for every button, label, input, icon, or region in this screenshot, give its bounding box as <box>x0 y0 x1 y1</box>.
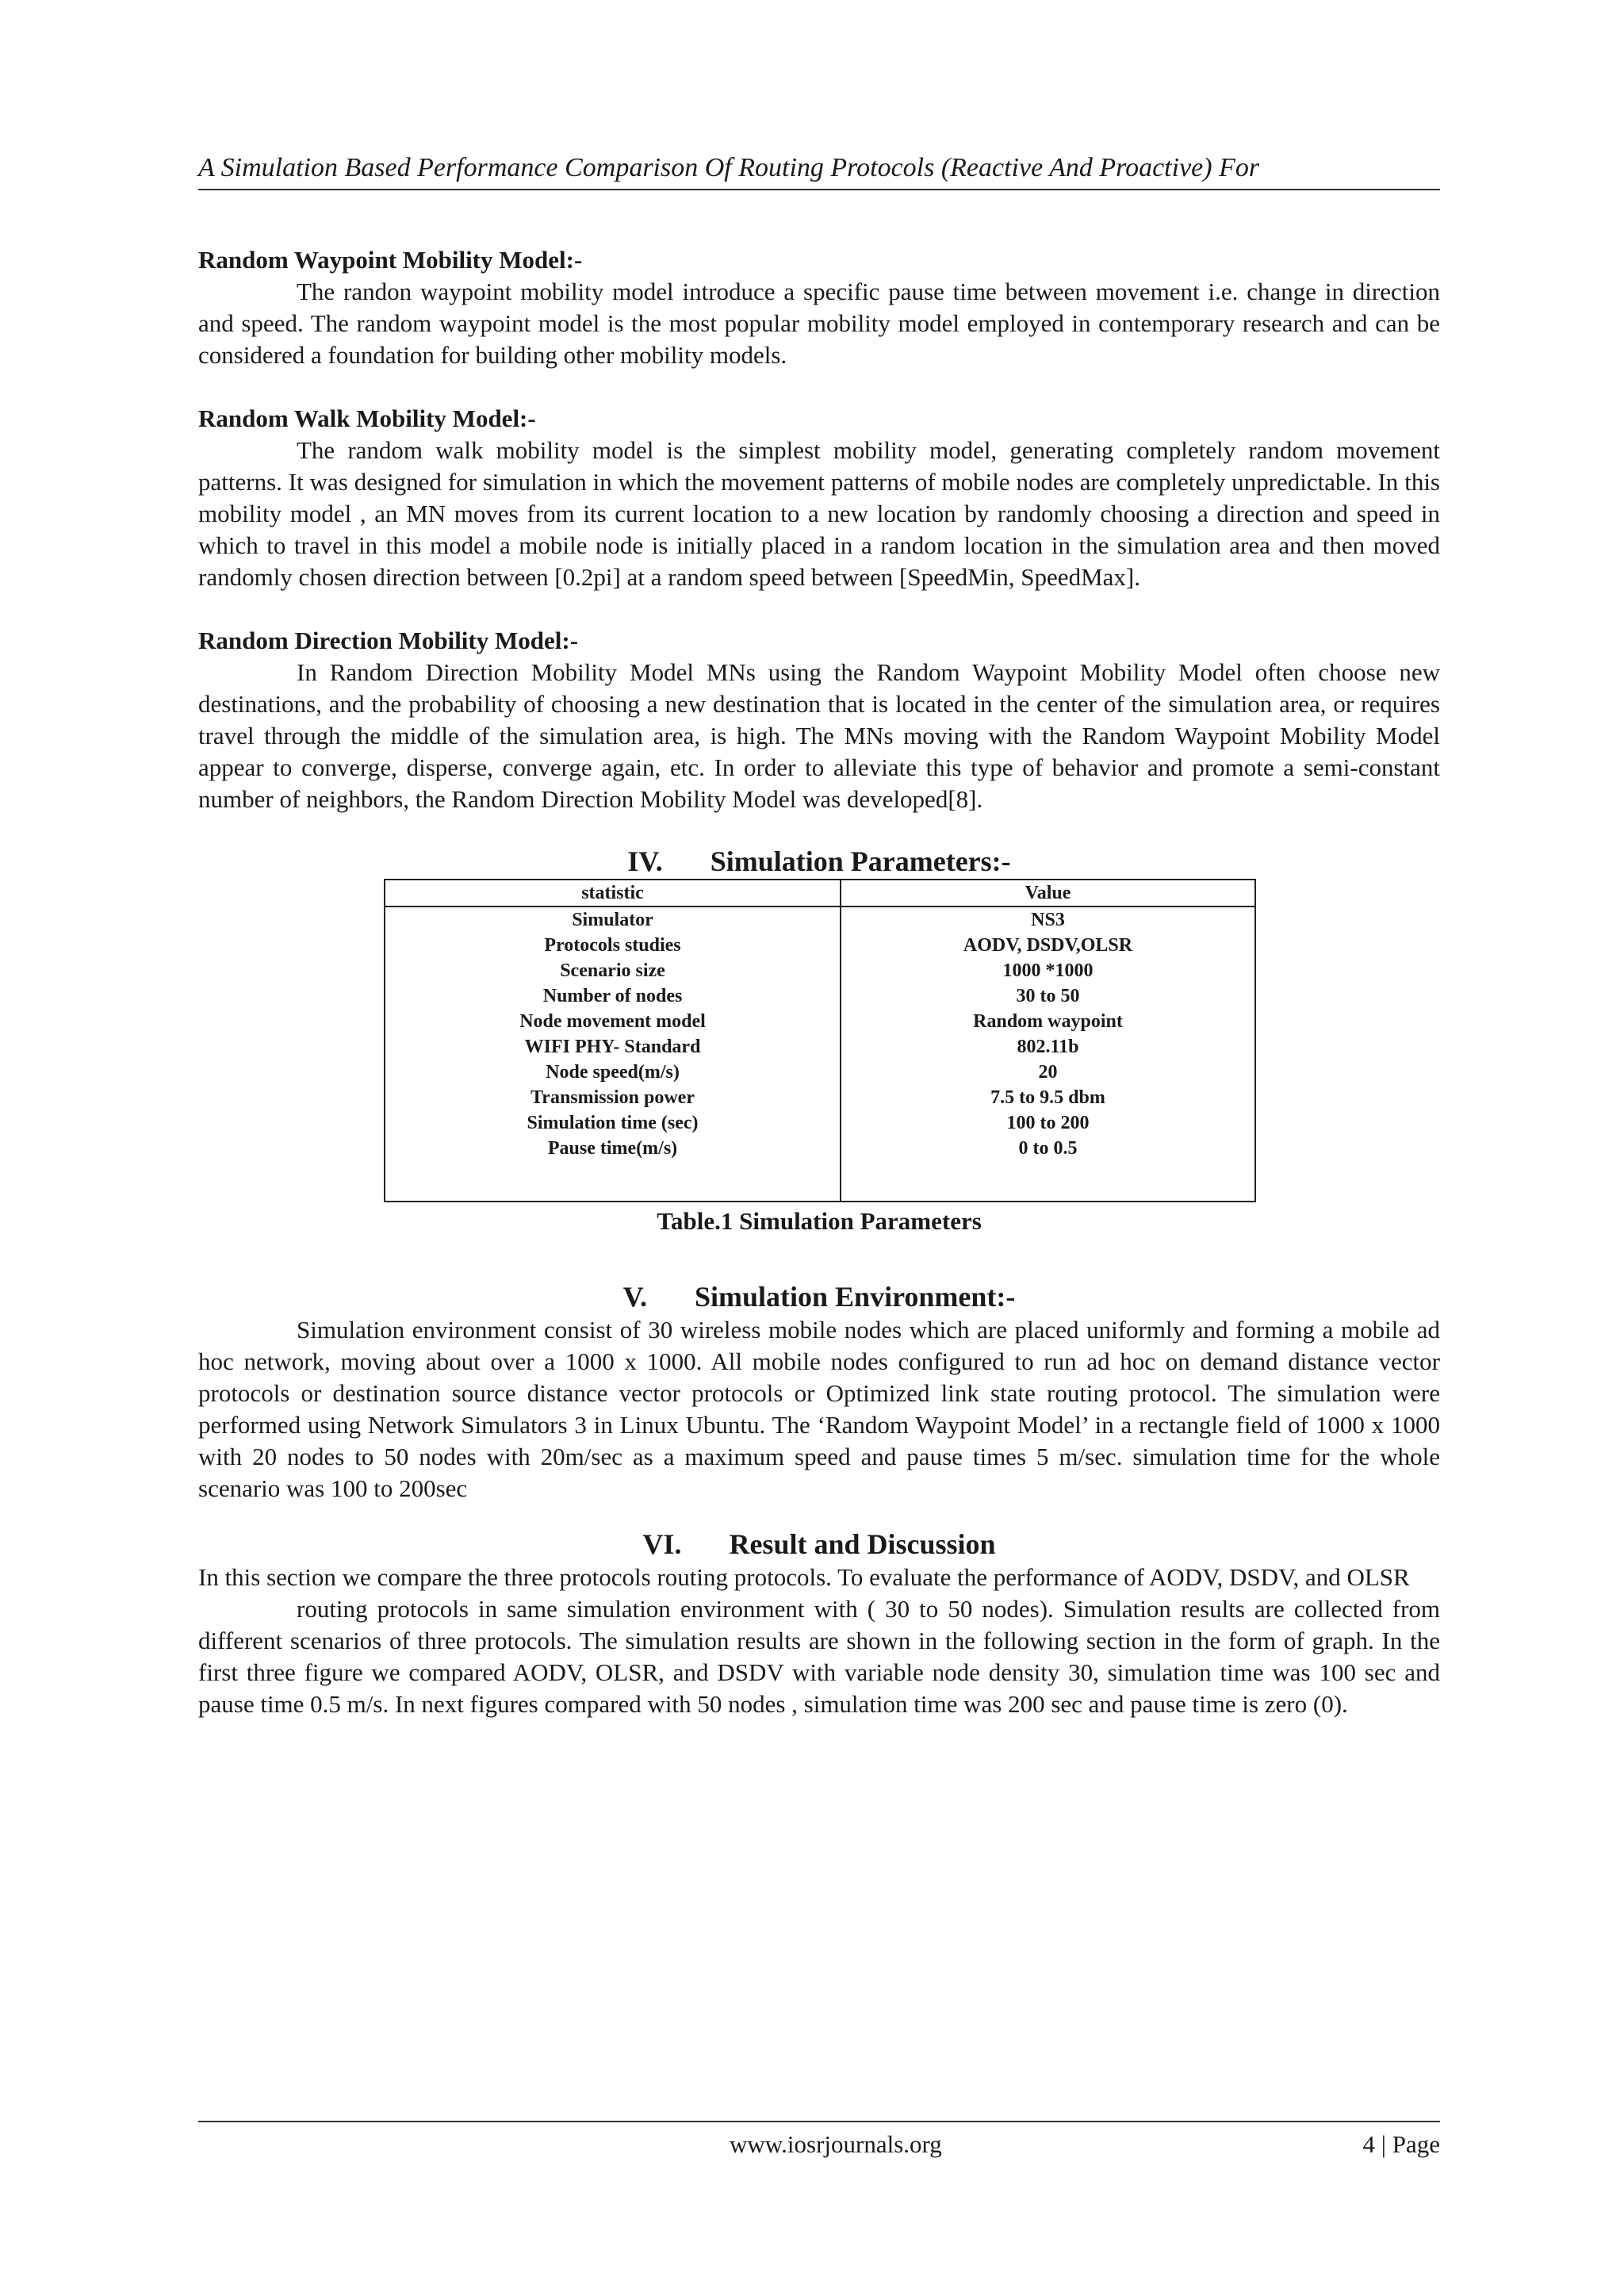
table-cell: Node speed(m/s) <box>385 1060 841 1085</box>
subsection-random-walk <box>198 403 1440 593</box>
table-cell: Node movement model <box>385 1009 841 1034</box>
table-row <box>385 907 1255 933</box>
page-footer <box>198 2121 1440 2158</box>
table-cell: 7.5 to 9.5 dbm <box>841 1085 1255 1110</box>
table-row-spacer <box>385 1161 1255 1202</box>
table-cell: NS3 <box>841 907 1255 933</box>
section-paragraph: Simulation environment consist of 30 wireless mobile nodes which are placed uniformly and forming a mobile ad hoc network, moving about over a 1000 x 1000. All mobile nodes configured to run ad hoc on demand distance vector protocols or destination source distance vector protocols or Optimized link state routing protocol. The simulation were performed using Network Simulators 3 in Linux Ubuntu. The ‘Random Waypoint Model’ in a rectangle field of 1000 x 1000 with 20 nodes to 50 nodes with 20m/sec as a maximum speed and pause times 5 m/sec. simulation time for the whole scenario was 100 to 200sec <box>198 1316 1440 1502</box>
table-row <box>385 1034 1255 1060</box>
table-cell: Number of nodes <box>385 983 841 1009</box>
table-cell: Simulation time (sec) <box>385 1110 841 1136</box>
section-heading <box>198 1527 1440 1562</box>
table-cell: 802.11b <box>841 1034 1255 1060</box>
section-number: V. <box>622 1281 647 1313</box>
table-cell: 0 to 0.5 <box>841 1136 1255 1161</box>
table-row <box>385 1085 1255 1110</box>
table-row <box>385 958 1255 983</box>
table-cell: 100 to 200 <box>841 1110 1255 1136</box>
table-cell: WIFI PHY- Standard <box>385 1034 841 1060</box>
table-row <box>385 1009 1255 1034</box>
parameters-table <box>384 879 1256 1202</box>
table-row <box>385 1136 1255 1161</box>
subsection-heading: Random Walk Mobility Model:- <box>198 404 536 432</box>
table-caption: Table.1 Simulation Parameters <box>657 1207 982 1235</box>
table-cell: 20 <box>841 1060 1255 1085</box>
subsection-heading: Random Direction Mobility Model:- <box>198 627 579 654</box>
table-cell: Random waypoint <box>841 1009 1255 1034</box>
table-cell: Simulator <box>385 907 841 933</box>
section-number: IV. <box>627 845 663 877</box>
table-cell-empty <box>841 1161 1255 1202</box>
table-cell-empty <box>385 1161 841 1202</box>
table-cell: 30 to 50 <box>841 983 1255 1009</box>
table-header-cell: statistic <box>385 880 841 907</box>
footer-page-number: 4 | Page <box>1362 2130 1440 2158</box>
subsection-paragraph: In Random Direction Mobility Model MNs using the Random Waypoint Mobility Model often choose new destinations, and the probability of choosing a new destination that is located in the center of the simulation area, or requires travel through the middle of the simulation area, is high. The MNs moving with the Random Waypoint Mobility Model appear to converge, disperse, converge again, etc. In order to alleviate this type of behavior and promote a semi-constant number of neighbors, the Random Direction Mobility Model was developed[8]. <box>198 658 1440 813</box>
subsection-paragraph: The randon waypoint mobility model introduce a specific pause time between movement i.e. change in direction and speed. The random waypoint model is the most popular mobility model employed in contemporary research and can be considered a foundation for building other mobility models. <box>198 278 1440 369</box>
section-heading <box>198 844 1440 879</box>
subsection-random-direction <box>198 625 1440 815</box>
table-header-row <box>385 880 1255 907</box>
section-simulation-parameters <box>198 844 1440 1237</box>
table-cell: 1000 *1000 <box>841 958 1255 983</box>
table-cell: Scenario size <box>385 958 841 983</box>
section-title: Simulation Parameters:- <box>710 845 1011 877</box>
table-cell: Pause time(m/s) <box>385 1136 841 1161</box>
running-head: A Simulation Based Performance Comparison Of Routing Protocols (Reactive And Proactive) For <box>198 151 1440 190</box>
table-row <box>385 983 1255 1009</box>
subsection-random-waypoint <box>198 244 1440 371</box>
table-row <box>385 1110 1255 1136</box>
table-cell: Protocols studies <box>385 933 841 958</box>
page <box>198 151 1440 2173</box>
table-row <box>385 1060 1255 1085</box>
section-result-discussion <box>198 1527 1440 1720</box>
section-heading <box>198 1279 1440 1314</box>
section-number: VI. <box>642 1528 682 1560</box>
footer-website: www.iosrjournals.org <box>730 2130 942 2158</box>
table-header-cell: Value <box>841 880 1255 907</box>
subsection-paragraph: The random walk mobility model is the simplest mobility model, generating completely random movement patterns. It was designed for simulation in which the movement patterns of mobile nodes are completely unpredictable. In this mobility model , an MN moves from its current location to a new location by randomly choosing a direction and speed in which to travel in this model a mobile node is initially placed in a random location in the simulation area and then moved randomly chosen direction between [0.2pi] at a random speed between [SpeedMin, SpeedMax]. <box>198 436 1440 591</box>
table-cell: AODV, DSDV,OLSR <box>841 933 1255 958</box>
section-paragraph: routing protocols in same simulation environment with ( 30 to 50 nodes). Simulation results are collected from different scenarios of three protocols. The simulation results are shown in the following section in the form of graph. In the first three figure we compared AODV, OLSR, and DSDV with variable node density 30, simulation time was 100 sec and pause time 0.5 m/s. In next figures compared with 50 nodes , simulation time was 200 sec and pause time is zero (0). <box>198 1595 1440 1718</box>
table-row <box>385 933 1255 958</box>
section-simulation-environment <box>198 1279 1440 1504</box>
section-paragraph: In this section we compare the three protocols routing protocols. To evaluate the performance of AODV, DSDV, and OLSR <box>198 1563 1410 1591</box>
section-title: Result and Discussion <box>729 1528 996 1560</box>
table-cell: Transmission power <box>385 1085 841 1110</box>
subsection-heading: Random Waypoint Mobility Model:- <box>198 246 583 274</box>
section-title: Simulation Environment:- <box>694 1281 1016 1313</box>
